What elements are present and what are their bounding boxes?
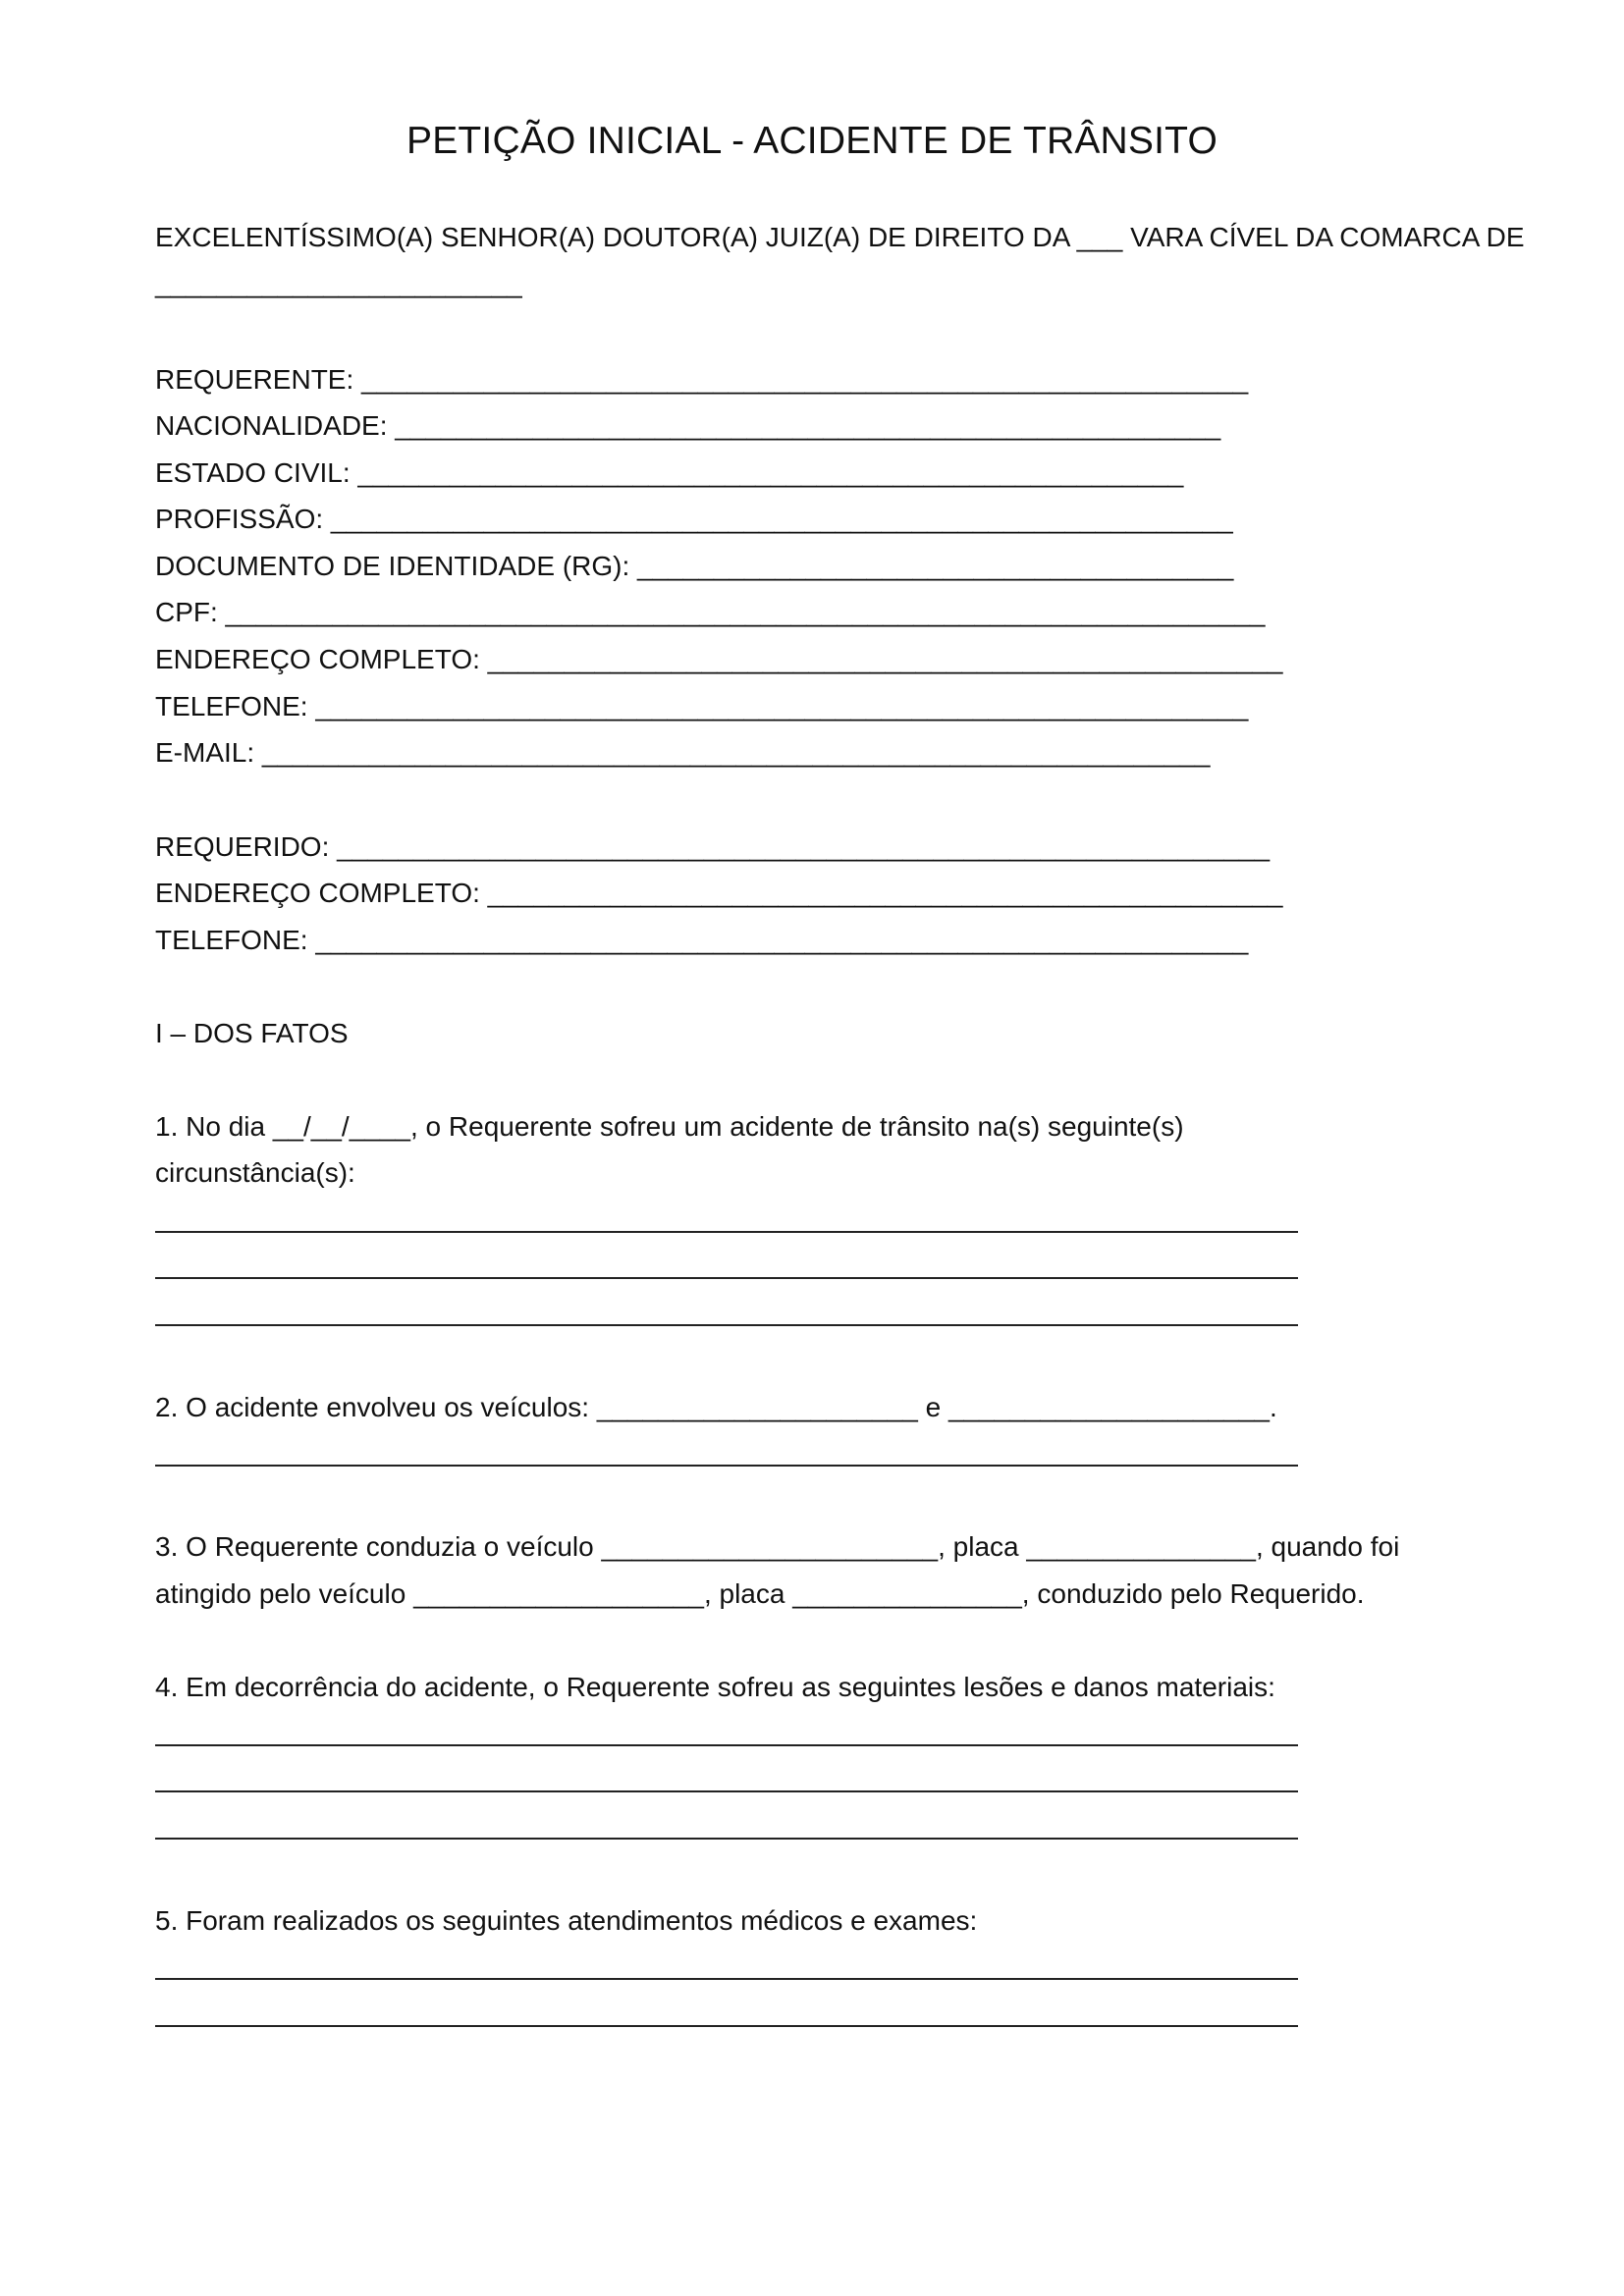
requerido-field: REQUERIDO: _____________________________________________________________ [155, 831, 1271, 862]
item-1-text: 1. No dia __/__/____, o Requerente sofreu um acidente de trânsito na(s) seguinte(s) [155, 1111, 1184, 1142]
profissao-field: PROFISSÃO: ___________________________________________________________ [155, 504, 1233, 534]
document-title: PETIÇÃO INICIAL - ACIDENTE DE TRÂNSITO [406, 120, 1218, 162]
rg-field: DOCUMENTO DE IDENTIDADE (RG): _______________________________________ [155, 551, 1234, 581]
endereco-requerente-field: ENDEREÇO COMPLETO: ____________________________________________________ [155, 644, 1283, 674]
telefone-requerido-field: TELEFONE: _____________________________________________________________ [155, 925, 1249, 955]
item-1-text-continued: circunstância(s): [155, 1157, 355, 1188]
blank-line [155, 1978, 1298, 1980]
blank-line [155, 1465, 1298, 1467]
comarca-blank-line: ________________________ [155, 268, 522, 298]
blank-line [155, 1744, 1298, 1746]
blank-line [155, 1838, 1298, 1840]
blank-line [155, 1790, 1298, 1792]
telefone-requerente-field: TELEFONE: _____________________________________________________________ [155, 691, 1249, 721]
email-field: E-MAIL: ______________________________________________________________ [155, 737, 1211, 768]
blank-line [155, 1231, 1298, 1233]
blank-line [155, 1324, 1298, 1326]
addressee-line: EXCELENTÍSSIMO(A) SENHOR(A) DOUTOR(A) JUIZ(A) DE DIREITO DA ___ VARA CÍVEL DA COMARCA DE [155, 222, 1525, 252]
estado-civil-field: ESTADO CIVIL: ______________________________________________________ [155, 457, 1184, 488]
nacionalidade-field: NACIONALIDADE: ______________________________________________________ [155, 410, 1221, 441]
blank-line [155, 2025, 1298, 2027]
item-3-text: 3. O Requerente conduzia o veículo ______________________, placa _______________, quando foi [155, 1531, 1400, 1562]
section-heading-fatos: I – DOS FATOS [155, 1018, 349, 1048]
cpf-field: CPF: ____________________________________________________________________ [155, 597, 1266, 627]
item-3-text-continued: atingido pelo veículo ___________________, placa _______________, conduzido pelo Requerido. [155, 1578, 1365, 1609]
requerente-field: REQUERENTE: __________________________________________________________ [155, 364, 1249, 395]
item-4-text: 4. Em decorrência do acidente, o Requerente sofreu as seguintes lesões e danos materiais: [155, 1672, 1275, 1702]
item-2-text: 2. O acidente envolveu os veículos: _____________________ e _____________________. [155, 1392, 1277, 1422]
blank-line [155, 1277, 1298, 1279]
item-5-text: 5. Foram realizados os seguintes atendimentos médicos e exames: [155, 1905, 978, 1936]
endereco-requerido-field: ENDEREÇO COMPLETO: ____________________________________________________ [155, 878, 1283, 908]
